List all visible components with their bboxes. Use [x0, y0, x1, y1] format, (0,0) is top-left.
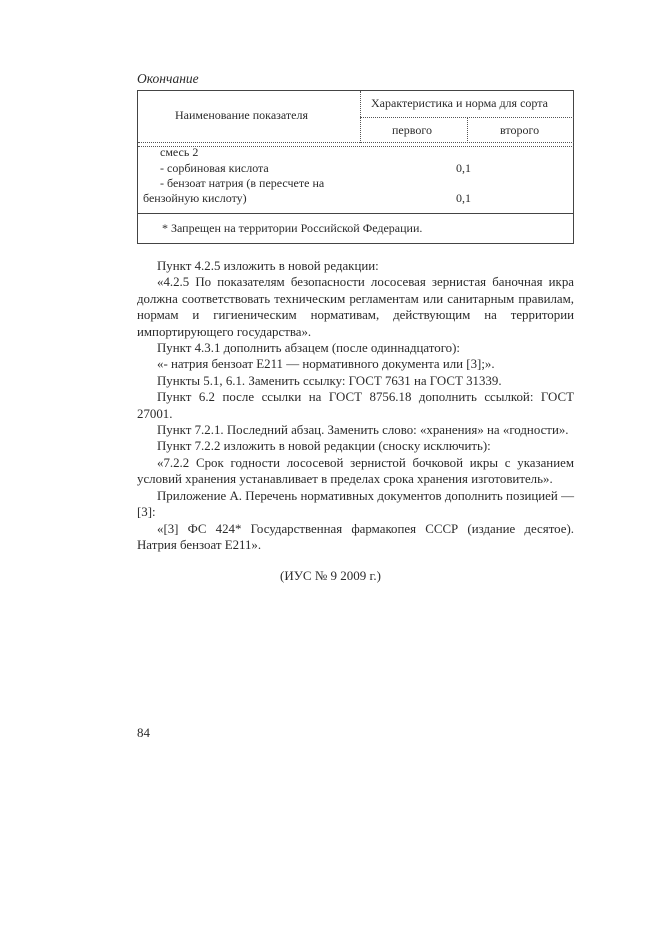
page-number: 84 — [137, 725, 150, 740]
paragraph: Пункт 4.2.5 изложить в новой редакции: — [157, 259, 379, 273]
table-continuation-caption: Окончание — [137, 71, 199, 86]
sub-header-first-grade: первого — [392, 123, 432, 137]
column-header-indicator: Наименование показателя — [175, 108, 308, 122]
paragraph: Пункты 5.1, 6.1. Заменить ссылку: ГОСТ 7631 на ГОСТ 31339. — [157, 373, 502, 388]
amendment-text — [137, 258, 574, 553]
table-footnote: * Запрещен на территории Российской Федерации. — [162, 221, 423, 235]
column-header-characteristic: Характеристика и норма для сорта — [371, 96, 548, 110]
paragraph: Пункт 6.2 после ссылки на ГОСТ 8756.18 дополнить ссылкой: ГОСТ 27001. — [137, 390, 574, 421]
paragraph: «- натрия бензоат Е211 — нормативного документа или [3];». — [157, 357, 495, 372]
paragraph: «[3] ФС 424* Государственная фармакопея СССР (издание десятое). Натрия бензоат Е211». — [137, 521, 574, 552]
row-label-benzoic-acid: бензойную кислоту) — [143, 191, 247, 205]
row-value-sodium-benzoate: 0,1 — [456, 191, 471, 205]
header-bottom-rule-2 — [138, 146, 574, 147]
header-bottom-rule — [138, 142, 574, 143]
footnote-divider — [138, 213, 574, 214]
paragraph: Пункт 7.2.1. Последний абзац. Заменить слово: «хранения» на «годности». — [157, 423, 569, 438]
row-label-sodium-benzoate: - бензоат натрия (в пересчете на — [160, 176, 325, 190]
sub-header-divider — [467, 117, 468, 143]
paragraph: Пункт 4.3.1 дополнить абзацем (после одиннадцатого): — [157, 341, 460, 356]
sub-header-second-grade: второго — [500, 123, 540, 137]
row-value-sorbic-acid: 0,1 — [456, 161, 471, 175]
ius-reference: (ИУС № 9 2009 г.) — [280, 568, 381, 583]
row-label-sorbic-acid: - сорбиновая кислота — [160, 161, 269, 175]
row-label-mixture: смесь 2 — [160, 145, 199, 159]
paragraph: Приложение А. Перечень нормативных документов дополнить позицией — [3]: — [137, 488, 574, 520]
indicator-table — [137, 90, 574, 244]
paragraph: «7.2.2 Срок годности лососевой зернистой бочковой икры с указанием условий хранения устанавливает в пределах срока хранения изготовитель». — [137, 455, 574, 487]
paragraph: Пункт 7.2.2 изложить в новой редакции (сноску исключить): — [157, 439, 491, 454]
paragraph: «4.2.5 По показателям безопасности лососевая зернистая баночная икра должна соответствовать техническим регламентам или санитарным правилам, нормам и гигиеническим нормативам, действующим на территории импортирующего государства». — [137, 275, 574, 339]
